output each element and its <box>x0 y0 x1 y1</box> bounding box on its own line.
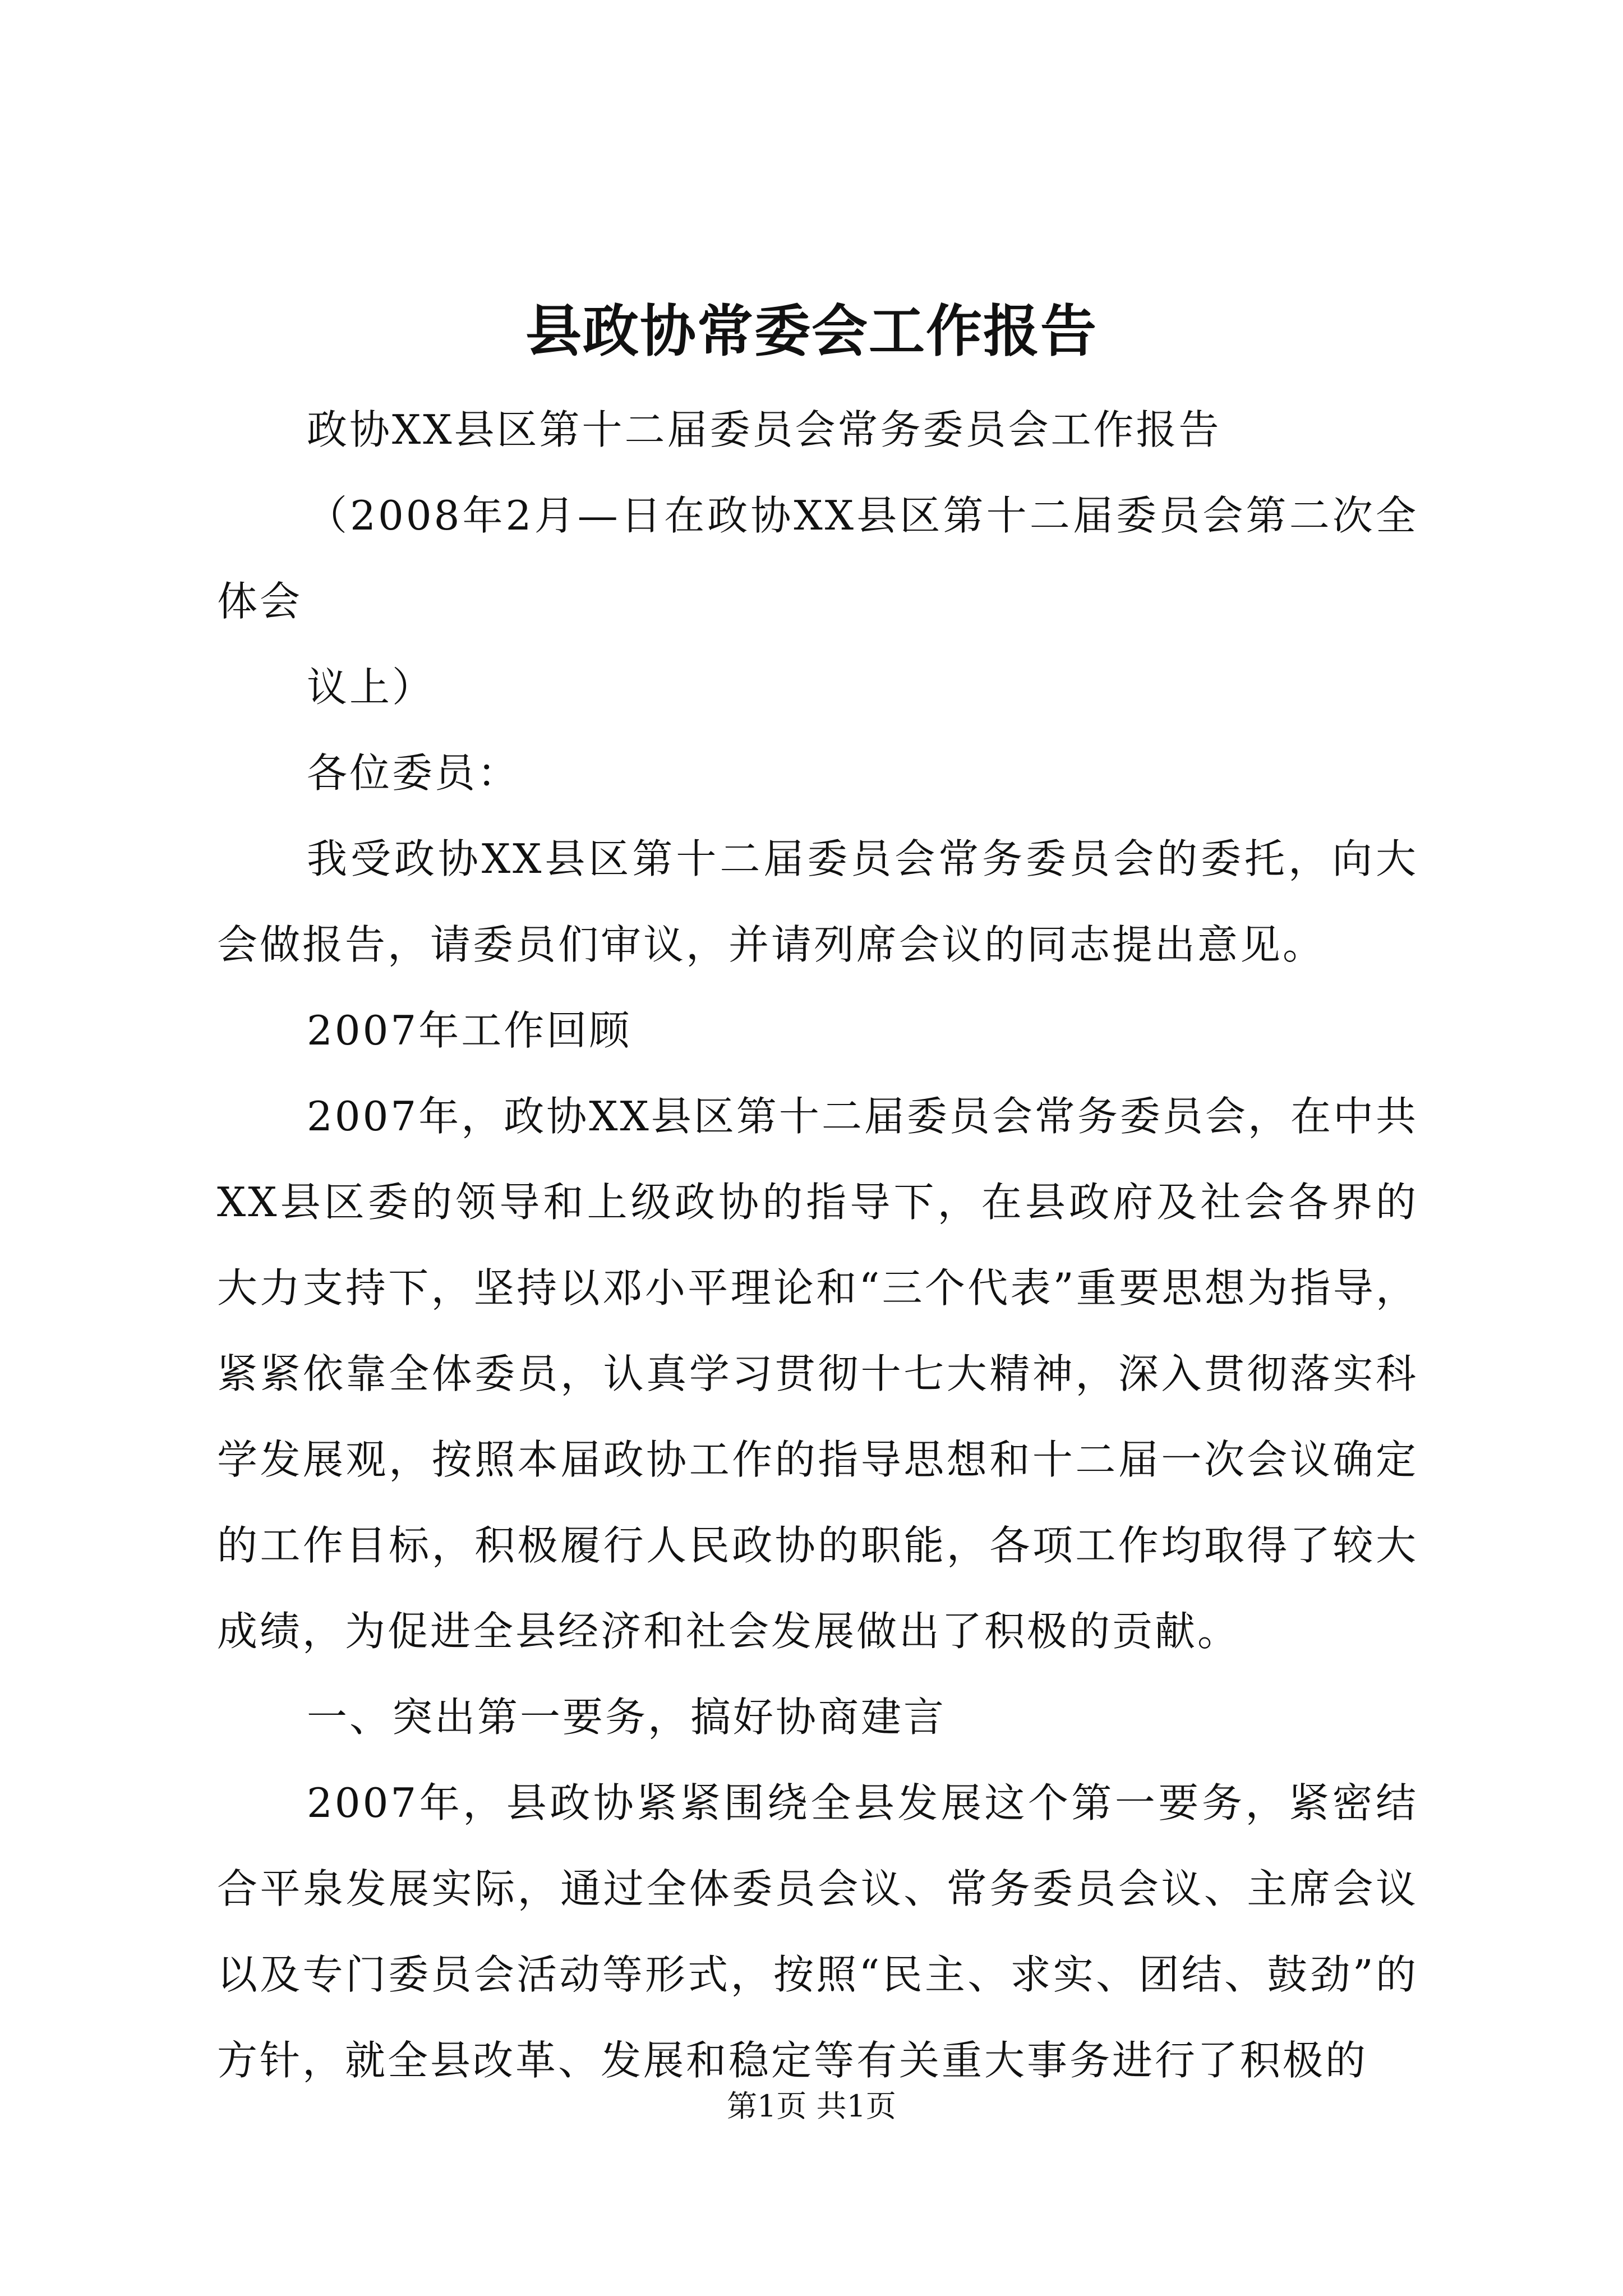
subtitle-paragraph: 政协XX县区第十二届委员会常务委员会工作报告 <box>307 406 1221 453</box>
date-note-continuation: 议上） <box>307 664 435 711</box>
section-one-paragraph: 2007年，县政协紧紧围绕全县发展这个第一要务，紧密结合平泉发展实际，通过全体委员会议、常务委员会议、主席会议以及专门委员会活动等形式，按照“民主、求实、团结、鼓劲”的方针，就全县改革、发展和稳定等有关重大事务进行了积极的 <box>217 1779 1418 2084</box>
date-note-paragraph: （2008年2月—日在政协XX县区第十二届委员会第二次全体会 <box>217 492 1418 625</box>
document-title: 县政协常委会工作报告 <box>525 298 1098 364</box>
section-heading-one: 一、突出第一要务，搞好协商建言 <box>307 1694 947 1741</box>
page-footer: 第1页 共1页 <box>727 2088 896 2124</box>
salutation-paragraph: 各位委员： <box>307 749 520 797</box>
review-paragraph: 2007年，政协XX县区第十二届委员会常务委员会，在中共XX县区委的领导和上级政协的指导下，在县政府及社会各界的大力支持下，坚持以邓小平理论和“三个代表”重要思想为指导，紧紧依靠全体委员，认真学习贯彻十七大精神，深入贯彻落实科学发展观，按照本届政协工作的指导思想和十二届一次会议确定的工作目标，积极履行人民政协的职能，各项工作均取得了较大成绩，为促进全县经济和社会发展做出了积极的贡献。 <box>217 1093 1418 1655</box>
intro-paragraph: 我受政协XX县区第十二届委员会常务委员会的委托，向大会做报告，请委员们审议，并请列席会议的同志提出意见。 <box>217 835 1418 968</box>
section-heading-review: 2007年工作回顾 <box>307 1007 632 1054</box>
document-body <box>217 387 1418 2104</box>
